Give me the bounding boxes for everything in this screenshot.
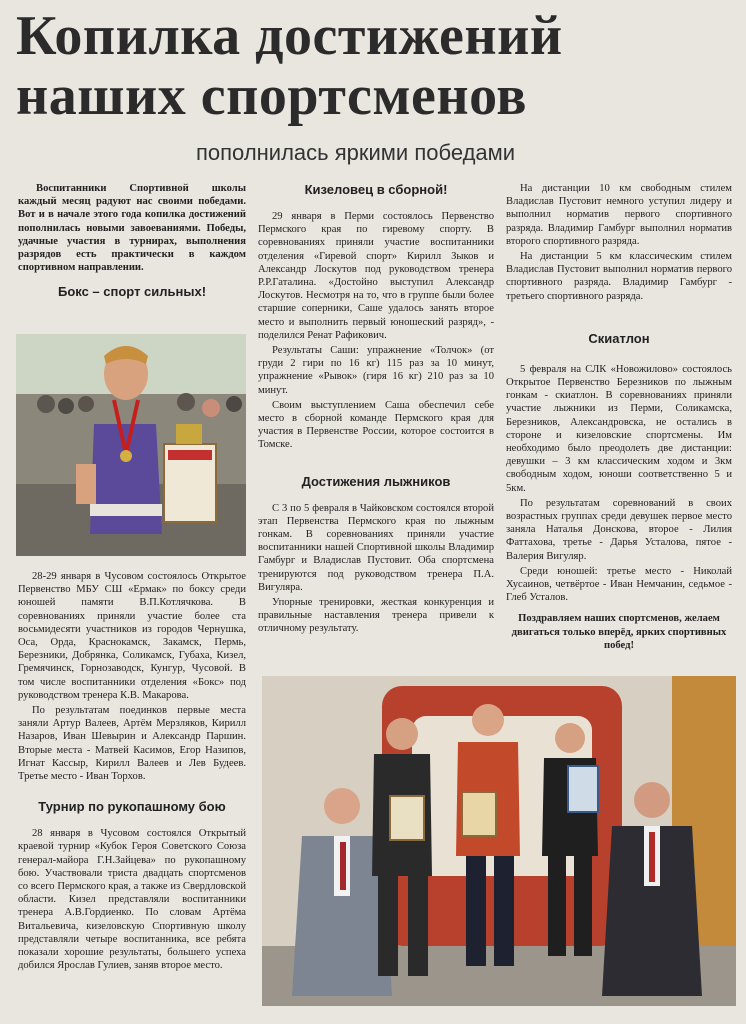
box-paragraph-2: По результатам поединков первые места заняли Артур Валеев, Артём Мерзляков, Кирилл Назаров, Иван Шевырин и Александр Паршин. Вторые места - Матвей Касимов, Егор Назипов, Игнат Кассыр, Кирилл Валеев и Лев Будеев. Третье место - Иван Торхов. <box>18 705 246 783</box>
column-1-top <box>18 182 246 300</box>
ski-paragraph-2: Упорные тренировки, жесткая конкуренция и правильные наставления тренера привели к отличному результату. <box>258 597 494 635</box>
column-2 <box>258 182 494 638</box>
kettle-section-title: Кизеловец в сборной! <box>304 182 448 197</box>
award-ceremony-photo <box>262 676 736 1006</box>
boxer-photo <box>16 334 246 556</box>
ski-paragraph-3: На дистанции 10 км свободным стилем Владислав Пустовит немного уступил лидеру и выполнил норматив первого спортивного разряда. Владимир Гамбург выполнил норматив второго спортивного разряда. <box>506 183 732 247</box>
skiathlon-paragraph-2: По результатам соревнований в своих возрастных группах среди девушек первое место заняла Наталья Донскова, второе - Лилия Фаттахова, третье - Дарья Усталова, пятое - Валерия Вигуляр. <box>506 497 732 562</box>
melee-paragraph-1: 28 января в Чусовом состоялся Открытый краевой турнир «Кубок Героя Советского Союза генерал-майора Г.Н.Зайцева» по рукопашному бою. Участвовали триста двадцать спортсменов со всего Пермского края, а также из Свердловской области. Кизел представляли воспитанники тренера А.В.Гордиенко. По словам Артёма Витальевича, кизеловскую Спортивную школу представляли четыре воспитанника, все ребята показали хорошие результаты, большего успеха добился Ярослав Гулиев, заняв второе место. <box>18 828 246 972</box>
kettle-paragraph-3: Своим выступлением Саша обеспечил себе место в сборной команде Пермского края для участия в Первенстве России, которое состоится в Томске. <box>258 399 494 451</box>
award-ceremony-illustration <box>262 676 736 1006</box>
headline <box>16 6 736 126</box>
ski-paragraph-1: С 3 по 5 февраля в Чайковском состоялся второй этап Первенства Пермского края по лыжным гонкам. В соревнованиях приняли участие воспитанники нашей Спортивной школы Владимир Гамбург и Владислав Пустовит. Оба спортсмена тренируются под руководством тренера П.А. Вигуляра. <box>258 502 494 593</box>
skiathlon-paragraph-1: 5 февраля на СЛК «Новожилово» состоялось Открытое Первенство Березников по лыжным гонкам - скиатлон. В соревнованиях приняли участие лыжники из Перми, Соликамска, Березников, Александровска, не остались в стороне и кизеловские спортсмены. Им необходимо было преодолеть две дистанции: девушки – 3 км классическим ходом и 3км свободным ходом, юноши соответственно 5 и 5км. <box>506 363 732 494</box>
ski-section-title: Достижения лыжников <box>301 473 451 489</box>
skiathlon-section-title: Скиатлон <box>588 330 650 346</box>
kettle-paragraph-2: Результаты Саши: упражнение «Толчок» (от груди 2 гири по 16 кг) 115 раз за 10 минут, упражнение «Рывок» (гиря 16 кг) 210 раз за 10 минут. <box>258 345 494 396</box>
subheadline: пополнилась яркими победами <box>196 140 516 165</box>
headline-line-2: наших спортсменов <box>16 65 527 127</box>
box-section-title: Бокс – спорт сильных! <box>57 284 207 300</box>
headline-line-1: Копилка достижений <box>16 5 563 67</box>
boxer-photo-illustration <box>16 334 246 556</box>
skiathlon-paragraph-3: Среди юношей: третье место - Николай Хусаинов, четвёртое - Иван Немчанин, седьмое - Глеб Усталов. <box>506 565 732 604</box>
ski-paragraph-4: На дистанции 5 км классическим стилем Владислав Пустовит выполнил норматив первого спортивного разряда. Владимир Гамбург - третьего спортивного разряда. <box>506 251 732 302</box>
column-1-bottom <box>18 570 246 974</box>
melee-section-title: Турнир по рукопашному бою <box>38 799 226 815</box>
column-3 <box>506 182 732 654</box>
intro-paragraph: Воспитанники Спортивной школы каждый месяц радуют нас своими победами. Вот и в начале этого года копилка достижений пополнилась новыми завоеваниями. Победы, удачные участия в турнирах, выполнения разрядов есть практически в каждом спортивном направлении. <box>18 183 246 274</box>
kettle-paragraph-1: 29 января в Перми состоялось Первенство Пермского края по гиревому спорту. В соревнованиях приняли участие воспитанники отделения «Гиревой спорт» Кирилл Зыков и Александр Лоскутов под руководством тренера Р.Р.Гаталина. «Достойно выступил Александр Лоскутов. Несмотря на то, что в группе были более старшие соперники, Саше удалось занять второе место и выполнить первый юношеский разряд», - поделился Ренат Рафикович. <box>258 211 494 341</box>
box-paragraph-1: 28-29 января в Чусовом состоялось Открытое Первенство МБУ СШ «Ермак» по боксу среди юношей памяти В.П.Котлячкова. В соревнованиях приняли участие более ста восьмидесяти участников из городов Чернушка, Оса, Орда, Краснокамск, Закамск, Пермь, Березники, Добрянка, Соликамск, Губаха, Кизел, Гремячинск, Горнозаводск, Кунгур, Чусовой. В том числе воспитанники отделения «Бокс» под руководством тренера К.В. Макарова. <box>18 571 246 701</box>
closing-congratulation: Поздравляем наших спортсменов, желаем двигаться только вперёд, ярких спортивных побед! <box>511 613 727 651</box>
